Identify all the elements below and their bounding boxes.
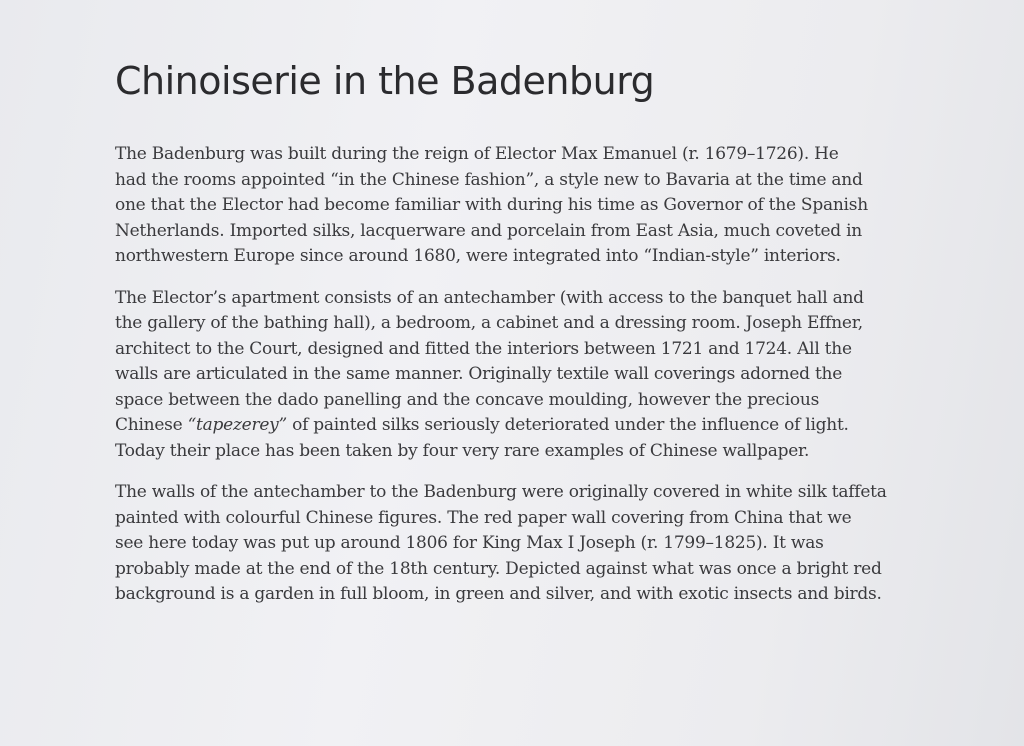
panel-title: Chinoiserie in the Badenburg (115, 59, 655, 103)
paragraph-2 (115, 286, 950, 465)
text-line: northwestern Europe since around 1680, were integrated into “Indian-style” interiors. (115, 246, 841, 266)
text-line-with-italic (115, 413, 950, 439)
text-line: probably made at the end of the 18th century. Depicted against what was once a bright red (115, 558, 882, 579)
text-line: architect to the Court, designed and fitted the interiors between 1721 and 1724. All the (115, 338, 852, 359)
text-line: walls are articulated in the same manner. Originally textile wall coverings adorned the (115, 364, 843, 384)
text-line: The Elector’s apartment consists of an antechamber (with access to the banquet hall and (115, 287, 864, 308)
text-line: the gallery of the bathing hall), a bedroom, a cabinet and a dressing room. Joseph Effner, (115, 313, 863, 333)
text-line: painted with colourful Chinese figures. The red paper wall covering from China that we (115, 507, 852, 528)
text-line: background is a garden in full bloom, in green and silver, and with exotic insects and birds. (115, 584, 882, 604)
paragraph-1 (115, 142, 950, 270)
text-line: had the rooms appointed “in the Chinese fashion”, a style new to Bavaria at the time and (115, 169, 863, 190)
text-segment: of painted silks seriously deteriorated under the influence of light. (286, 415, 849, 435)
text-line: Today their place has been taken by four very rare examples of Chinese wallpaper. (115, 440, 810, 461)
text-line: space between the dado panelling and the concave moulding, however the precious (115, 389, 820, 410)
italic-term: “tapezerey” (187, 415, 287, 435)
text-line: see here today was put up around 1806 for King Max I Joseph (r. 1799–1825). It was (115, 533, 824, 553)
text-line: one that the Elector had become familiar with during his time as Governor of the Spanish (115, 195, 868, 215)
text-segment: Chinese (115, 415, 188, 435)
paragraph-3 (115, 480, 950, 608)
panel-body (115, 142, 950, 624)
text-line: The Badenburg was built during the reign of Elector Max Emanuel (r. 1679–1726). He (115, 144, 839, 164)
text-line: Netherlands. Imported silks, lacquerware and porcelain from East Asia, much coveted in (115, 220, 862, 241)
text-line: The walls of the antechamber to the Badenburg were originally covered in white silk taffeta (115, 482, 887, 502)
